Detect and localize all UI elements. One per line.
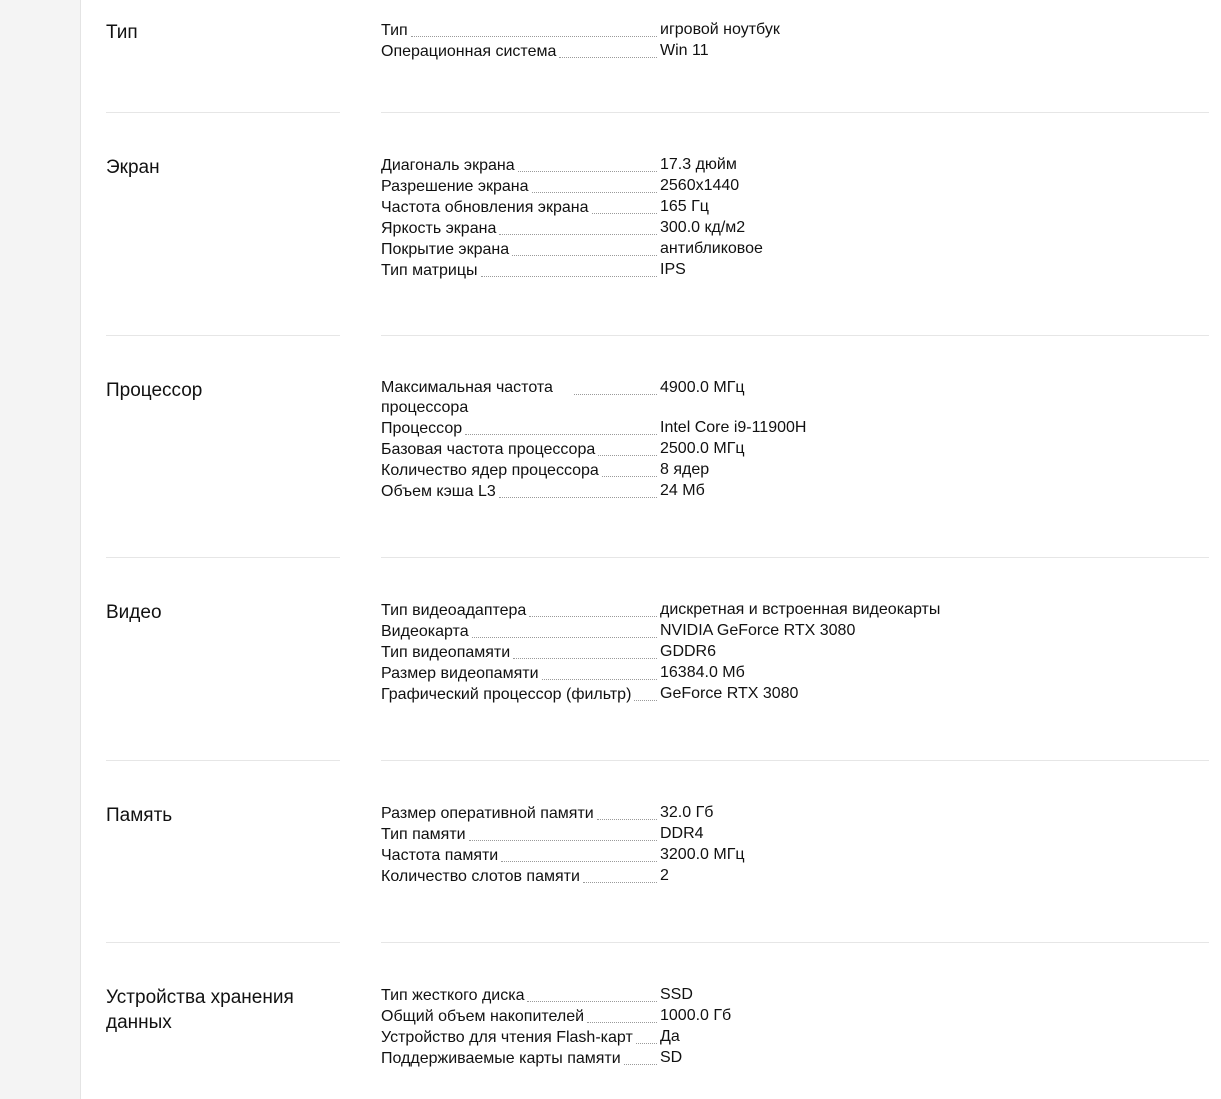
spec-name: Тип жесткого диска (381, 987, 525, 1004)
spec-name: Объем кэша L3 (381, 483, 496, 500)
spec-name: Базовая частота процессора (381, 441, 596, 458)
spec-value: 16384.0 Мб (660, 664, 745, 681)
spec-value: 165 Гц (660, 198, 709, 215)
spec-value: 2560x1440 (660, 177, 740, 194)
section-divider (106, 557, 340, 558)
spec-name: Устройство для чтения Flash-карт (381, 1029, 633, 1046)
dotted-leader (583, 881, 657, 883)
spec-row (381, 460, 1201, 481)
dotted-leader (513, 657, 657, 659)
spec-value: GeForce RTX 3080 (660, 685, 799, 702)
spec-row (381, 985, 1201, 1006)
spec-row (381, 1027, 1201, 1048)
spec-rows (381, 155, 1201, 281)
spec-row (381, 684, 1201, 705)
spec-row (381, 260, 1201, 281)
spec-name: Размер оперативной памяти (381, 805, 594, 822)
section-divider (106, 942, 340, 943)
spec-value: IPS (660, 261, 686, 278)
spec-name: Видеокарта (381, 623, 469, 640)
dotted-leader (465, 433, 657, 435)
spec-row (381, 621, 1201, 642)
spec-row (381, 1006, 1201, 1027)
dotted-leader (472, 636, 657, 638)
spec-value: 1000.0 Гб (660, 1007, 732, 1024)
spec-value: антибликовое (660, 240, 763, 257)
dotted-leader (518, 170, 657, 172)
section-title: Видео (106, 602, 162, 623)
spec-value: дискретная и встроенная видеокарты (660, 601, 941, 618)
spec-value: 300.0 кд/м2 (660, 219, 746, 236)
spec-name: Тип (381, 22, 408, 39)
section-divider (381, 760, 1209, 761)
spec-value: 2500.0 МГц (660, 440, 745, 457)
spec-name: Количество слотов памяти (381, 868, 580, 885)
spec-name: Поддерживаемые карты памяти (381, 1050, 621, 1067)
spec-row (381, 481, 1201, 502)
spec-name: Количество ядер процессора (381, 462, 599, 479)
dotted-leader (499, 496, 657, 498)
dotted-leader (469, 839, 657, 841)
spec-row (381, 1048, 1201, 1069)
dotted-leader (636, 1042, 657, 1044)
spec-row (381, 218, 1201, 239)
spec-name: Общий объем накопителей (381, 1008, 585, 1025)
spec-value: Win 11 (660, 42, 709, 59)
spec-row (381, 41, 1201, 62)
spec-value: 24 Мб (660, 482, 705, 499)
spec-row (381, 845, 1201, 866)
spec-rows (381, 600, 1201, 705)
dotted-leader (602, 475, 657, 477)
dotted-leader (574, 393, 657, 395)
spec-name: Покрытие экрана (381, 241, 510, 258)
spec-name: Тип видеоадаптера (381, 602, 527, 619)
dotted-leader (512, 254, 657, 256)
spec-name: Тип памяти (381, 826, 466, 843)
spec-name: Операционная система (381, 43, 557, 60)
dotted-leader (542, 678, 658, 680)
dotted-leader (592, 212, 658, 214)
section-title: Процессор (106, 380, 203, 401)
spec-value: NVIDIA GeForce RTX 3080 (660, 622, 856, 639)
dotted-leader (527, 1000, 657, 1002)
spec-name: Максимальная частота процессора (381, 379, 553, 416)
spec-rows (381, 803, 1201, 887)
spec-row (381, 803, 1201, 824)
spec-row (381, 378, 1201, 418)
spec-value: 32.0 Гб (660, 804, 714, 821)
spec-rows (381, 378, 1201, 502)
spec-name: Частота обновления экрана (381, 199, 589, 216)
spec-row (381, 642, 1201, 663)
dotted-leader (501, 860, 657, 862)
dotted-leader (481, 275, 658, 277)
spec-row (381, 20, 1201, 41)
spec-row (381, 239, 1201, 260)
spec-value: 3200.0 МГц (660, 846, 745, 863)
section-divider (381, 557, 1209, 558)
spec-value: 8 ядер (660, 461, 710, 478)
spec-name: Тип матрицы (381, 262, 478, 279)
spec-name: Яркость экрана (381, 220, 497, 237)
spec-row (381, 197, 1201, 218)
dotted-leader (559, 56, 657, 58)
section-divider (106, 760, 340, 761)
section-divider (381, 335, 1209, 336)
section-divider (106, 335, 340, 336)
section-divider (381, 942, 1209, 943)
spec-row (381, 176, 1201, 197)
spec-value: Intel Core i9-11900H (660, 419, 807, 436)
spec-name: Графический процессор (фильтр) (381, 686, 632, 703)
section-divider (381, 112, 1209, 113)
spec-row (381, 600, 1201, 621)
dotted-leader (587, 1021, 657, 1023)
dotted-leader (532, 191, 657, 193)
spec-name: Диагональ экрана (381, 157, 515, 174)
spec-value: SSD (660, 986, 693, 1003)
spec-rows (381, 20, 1201, 62)
spec-row (381, 824, 1201, 845)
spec-value: SD (660, 1049, 683, 1066)
section-title: Память (106, 805, 173, 826)
section-title: Устройства хранения данных (106, 987, 294, 1033)
section-title: Экран (106, 157, 160, 178)
spec-name: Тип видеопамяти (381, 644, 511, 661)
dotted-leader (634, 699, 657, 701)
spec-value: Да (660, 1028, 680, 1045)
spec-name: Размер видеопамяти (381, 665, 539, 682)
dotted-leader (598, 454, 657, 456)
spec-name: Частота памяти (381, 847, 499, 864)
section-divider (106, 112, 340, 113)
spec-row (381, 418, 1201, 439)
spec-rows (381, 985, 1201, 1069)
spec-row (381, 866, 1201, 887)
spec-name: Процессор (381, 420, 463, 437)
spec-value: игровой ноутбук (660, 21, 780, 38)
spec-name: Разрешение экрана (381, 178, 529, 195)
spec-value: DDR4 (660, 825, 704, 842)
dotted-leader (529, 615, 657, 617)
dotted-leader (597, 818, 657, 820)
spec-row (381, 663, 1201, 684)
spec-value: 4900.0 МГц (660, 379, 745, 396)
spec-value: GDDR6 (660, 643, 717, 660)
dotted-leader (624, 1063, 657, 1065)
dotted-leader (499, 233, 657, 235)
spec-row (381, 155, 1201, 176)
spec-value: 2 (660, 867, 669, 884)
dotted-leader (411, 35, 657, 37)
spec-row (381, 439, 1201, 460)
section-title: Тип (106, 22, 138, 43)
spec-value: 17.3 дюйм (660, 156, 737, 173)
